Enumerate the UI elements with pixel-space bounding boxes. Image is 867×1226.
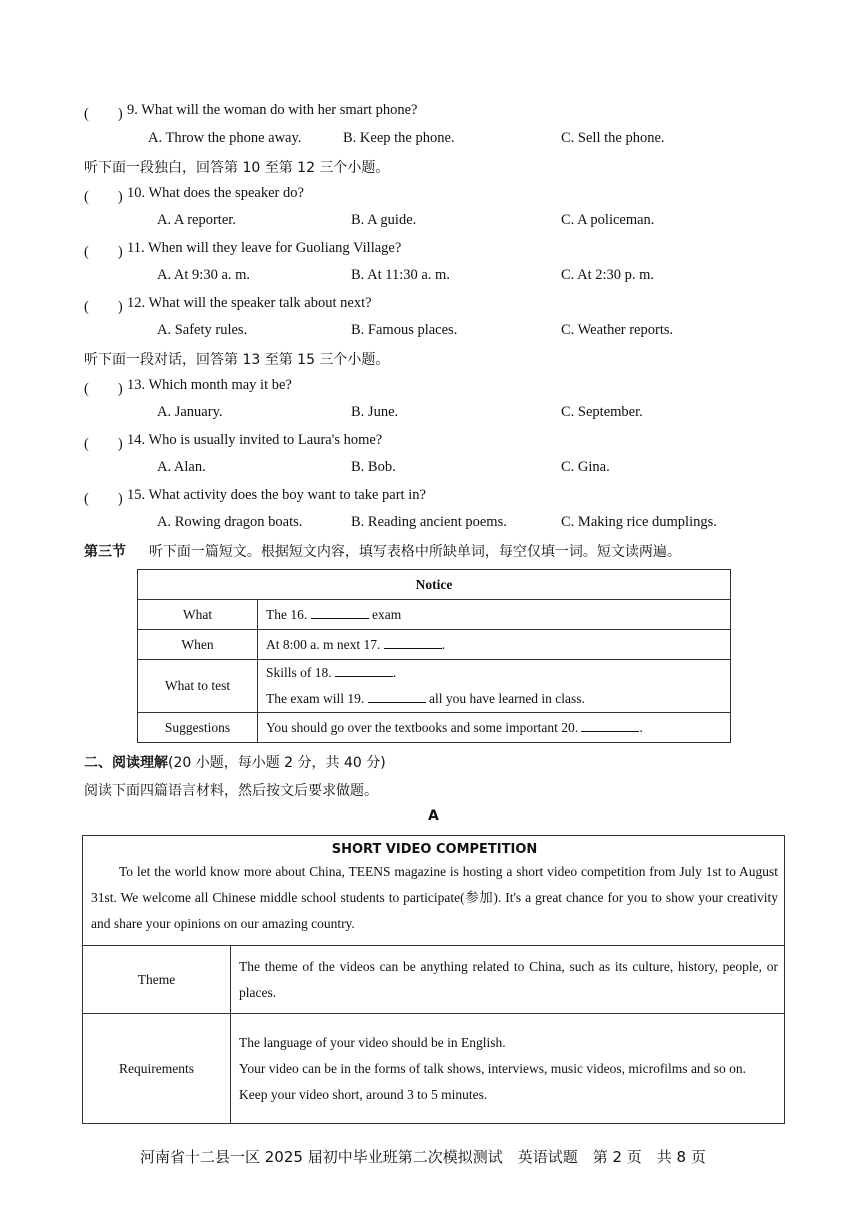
section3-text: 听下面一篇短文。根据短文内容，填写表格中所缺单词，每空仅填一词。短文读两遍。: [148, 544, 681, 560]
notice-text: The exam will 19.: [266, 691, 365, 706]
notice-text: exam: [372, 607, 402, 622]
question-text: 10. What does the speaker do?: [127, 185, 304, 201]
option-b: B. At 11:30 a. m.: [351, 267, 450, 283]
answer-paren: ( ): [84, 491, 123, 507]
option-b: B. Famous places.: [351, 322, 458, 338]
answer-paren: ( ): [84, 299, 123, 315]
part2-instruction: 阅读下面四篇语言材料，然后按文后要求做题。: [84, 783, 378, 799]
instruction-q13-15: 听下面一段对话，回答第 13 至第 15 三个小题。: [84, 352, 390, 368]
question-text: 12. What will the speaker talk about next?: [127, 295, 372, 311]
question-text: 9. What will the woman do with her smart phone?: [127, 102, 418, 118]
passage-requirements-cell: [231, 1014, 785, 1124]
notice-table: [137, 569, 731, 743]
option-b: B. Bob.: [351, 459, 396, 475]
answer-paren: ( ): [84, 106, 123, 122]
passage-theme-text: The theme of the videos can be anything related to China, such as its culture, history, people, or places.: [239, 958, 778, 1000]
option-c: C. At 2:30 p. m.: [561, 267, 655, 283]
option-c: C. Weather reports.: [561, 322, 674, 338]
answer-paren: ( ): [84, 381, 123, 397]
part2-score-note: (20 小题，每小题 2 分，共 40 分): [168, 755, 386, 771]
answer-blank-19[interactable]: [368, 690, 426, 703]
notice-text: At 8:00 a. m next 17.: [266, 637, 381, 652]
notice-text: .: [441, 637, 446, 652]
passage-title: SHORT VIDEO COMPETITION: [331, 842, 538, 857]
option-c: C. September.: [561, 404, 643, 420]
requirement-item: Your video can be in the forms of talk shows, interviews, music videos, microfilms and so on.: [239, 1060, 747, 1076]
option-b: B. A guide.: [351, 212, 417, 228]
question-text: 13. Which month may it be?: [127, 377, 292, 393]
section3-instruction: [84, 541, 681, 561]
option-a: A. Safety rules.: [157, 322, 248, 338]
passage-a-table: [82, 835, 785, 1124]
notice-text: Skills of 18.: [266, 665, 332, 680]
notice-text: You should go over the textbooks and some important 20.: [266, 720, 579, 735]
option-a: A. A reporter.: [157, 212, 236, 228]
question-text: 11. When will they leave for Guoliang Village?: [127, 240, 402, 256]
option-a: A. Rowing dragon boats.: [157, 514, 303, 530]
answer-paren: ( ): [84, 189, 123, 205]
notice-text: .: [639, 720, 643, 735]
question-text: 14. Who is usually invited to Laura's home?: [127, 432, 383, 448]
passage-intro-cell: [83, 836, 785, 946]
option-c: C. Sell the phone.: [561, 130, 665, 146]
passage-theme-cell: [231, 946, 785, 1014]
instruction-q10-12: 听下面一段独白，回答第 10 至第 12 三个小题。: [84, 160, 390, 176]
requirement-item: Keep your video short, around 3 to 5 minutes.: [239, 1086, 488, 1102]
notice-cell-what-to-test: [258, 660, 731, 713]
notice-label-what: What: [138, 600, 258, 630]
option-c: C. Gina.: [561, 459, 610, 475]
option-a: A. At 9:30 a. m.: [157, 267, 251, 283]
option-a: A. Alan.: [157, 459, 206, 475]
part2-heading: [84, 752, 386, 772]
option-a: A. Throw the phone away.: [148, 130, 302, 146]
notice-cell-what: [258, 600, 731, 630]
notice-cell-suggestions: [258, 713, 731, 743]
page-footer: 河南省十二县一区 2025 届初中毕业班第二次模拟测试 英语试题 第 2 页 共 8 页: [140, 1148, 706, 1166]
answer-blank-18[interactable]: [335, 664, 393, 677]
passage-intro: To let the world know more about China, TEENS magazine is hosting a short video competition from July 1st to August 31st. We welcome all Chinese middle school students to participate(参加). It's a great chance for you to show your creativity and share your opinions on our amazing country.: [91, 864, 778, 931]
passage-letter: A: [428, 808, 439, 824]
passage-label-requirements: Requirements: [83, 1014, 231, 1124]
option-c: C. Making rice dumplings.: [561, 514, 717, 530]
notice-text: .: [393, 665, 397, 680]
answer-paren: ( ): [84, 436, 123, 452]
passage-label-theme: Theme: [83, 946, 231, 1014]
option-c: C. A policeman.: [561, 212, 655, 228]
question-text: 15. What activity does the boy want to take part in?: [127, 487, 426, 503]
notice-label-when: When: [138, 630, 258, 660]
section3-label: 第三节: [84, 544, 126, 560]
notice-text: The 16.: [266, 607, 308, 622]
notice-label-what-to-test: What to test: [138, 660, 258, 713]
notice-label-suggestions: Suggestions: [138, 713, 258, 743]
notice-title: Notice: [138, 570, 731, 600]
option-b: B. Reading ancient poems.: [351, 514, 507, 530]
option-b: B. Keep the phone.: [343, 130, 455, 146]
notice-text: all you have learned in class.: [428, 691, 585, 706]
answer-blank-17[interactable]: [384, 636, 442, 649]
option-a: A. January.: [157, 404, 223, 420]
answer-blank-16[interactable]: [311, 606, 369, 619]
requirement-item: The language of your video should be in English.: [239, 1034, 506, 1050]
answer-paren: ( ): [84, 244, 123, 260]
part2-title: 二、阅读理解: [84, 755, 168, 771]
notice-cell-when: [258, 630, 731, 660]
option-b: B. June.: [351, 404, 399, 420]
answer-blank-20[interactable]: [581, 719, 639, 732]
